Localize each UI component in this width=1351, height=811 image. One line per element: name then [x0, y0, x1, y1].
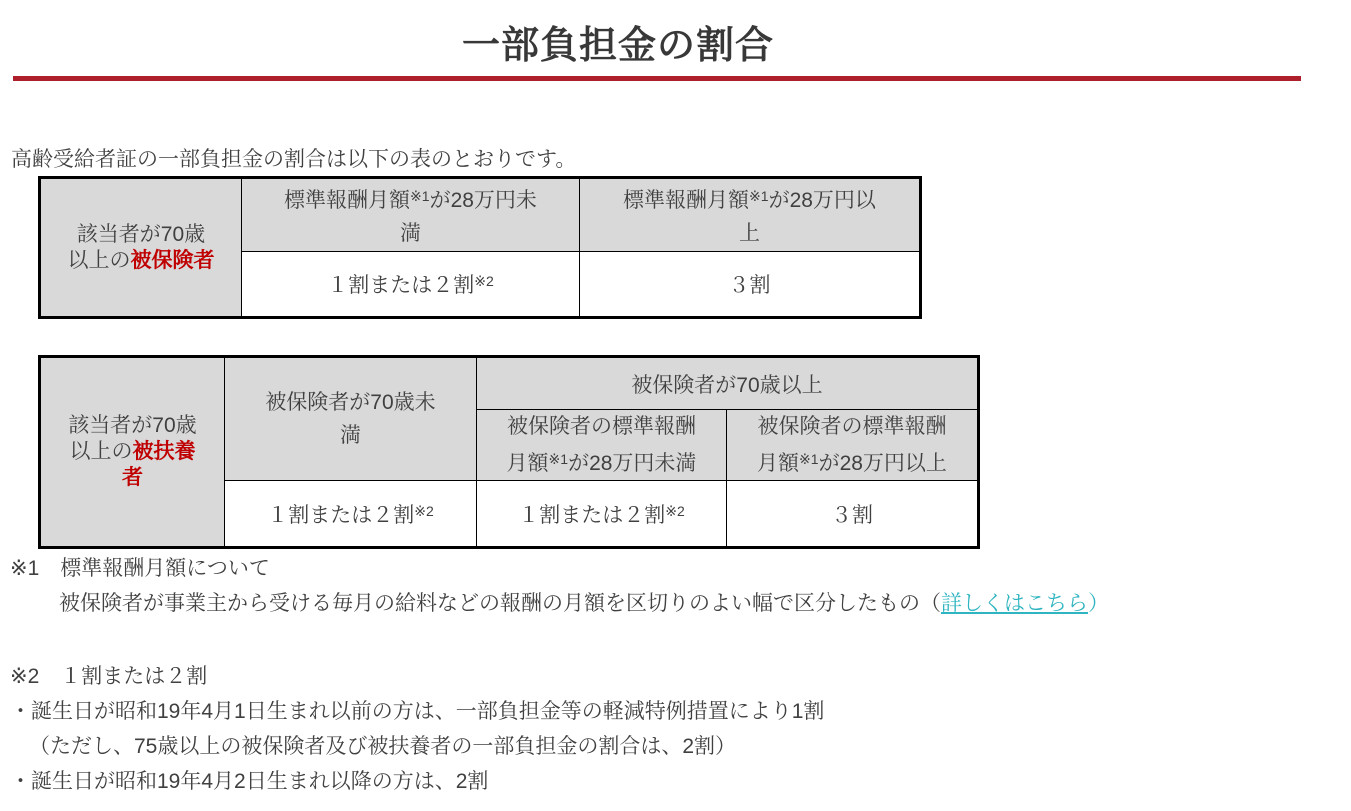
footnote-ref-2: ※2 — [665, 502, 685, 519]
t2-group-header-insured-over-70: 被保険者が70歳以上 — [477, 357, 979, 410]
t2-row-header-line1: 該当者が70歳 — [68, 414, 197, 437]
intro-text: 高齢受給者証の一部負担金の割合は以下の表のとおりです。 — [11, 148, 577, 171]
footnote-ref-1: ※1 — [548, 451, 569, 467]
t2-row-header-line3 — [41, 465, 224, 491]
note2-line-1: ・誕生日が昭和19年4月1日生まれ以前の方は、一部負担金等の軽減特例措置により1割 — [10, 700, 825, 723]
t1-header-under-280k: 標準報酬月額$^{※1}$が28万円未 満 — [242, 178, 580, 252]
note1-body: 被保険者が事業主から受ける毎月の給料などの報酬の月額を区切りのよい幅で区分したもの（詳しくはこちら） — [59, 592, 1109, 615]
footnote-ref-1: ※1 — [799, 451, 819, 467]
note2-line-2: （ただし、75歳以上の被保険者及び被扶養者の一部負担金の割合は、2割） — [29, 735, 737, 758]
note2-heading: ※2 １割または２割 — [10, 665, 208, 688]
footnote-ref-1: ※1 — [410, 188, 430, 204]
t2-value-over-280k: ３割 — [727, 481, 979, 548]
emphasis-dependent: 被扶養 — [132, 440, 196, 463]
table-dependent-copay — [38, 355, 980, 549]
footnote-ref-2: ※2 — [474, 273, 494, 289]
emphasis-insured-person: 被保険者 — [130, 248, 215, 272]
footnote-ref-2: ※2 — [414, 502, 434, 519]
t2-row-header-line2: 以上の被扶養 — [69, 440, 196, 463]
t1-header-over-280k: 標準報酬月額$^{※1}$が28万円以 上 — [580, 178, 921, 252]
t2-header-insured-under-70: 被保険者が70歳未 満 — [225, 357, 477, 481]
note2-line-3: ・誕生日が昭和19年4月2日生まれ以降の方は、2割 — [10, 770, 489, 793]
page-title: 一部負担金の割合 — [461, 25, 774, 67]
t1-row-header-line2: 以上の被保険者 — [67, 248, 215, 272]
t2-subheader-over-280k: 被保険者の標準報酬 月額$^{※1}$が28万円以上 — [727, 410, 979, 481]
note1-heading: ※1 標準報酬月額について — [10, 557, 270, 580]
details-link[interactable]: 詳しくはこちら — [941, 592, 1088, 615]
footnote-ref-1: ※1 — [749, 188, 769, 204]
t1-value-under-280k: １割または２割$^{※2}$ — [242, 252, 580, 318]
t2-value-insured-under-70: １割または２割$^{※2}$ — [225, 481, 477, 548]
t1-row-header-line1: 該当者が70歳 — [76, 222, 206, 246]
table-insured-copay — [38, 176, 922, 319]
emphasis-dependent: 者 — [122, 466, 143, 489]
t2-subheader-under-280k: 被保険者の標準報酬 月額$^{※1}$が28万円未満 — [477, 410, 727, 481]
title-underline-rule — [13, 76, 1301, 81]
t2-value-under-280k: １割または２割$^{※2}$ — [477, 481, 727, 548]
t1-row-header-insured — [40, 178, 242, 318]
t1-value-over-280k: ３割 — [580, 252, 921, 318]
t2-row-header-dependent — [40, 357, 225, 548]
